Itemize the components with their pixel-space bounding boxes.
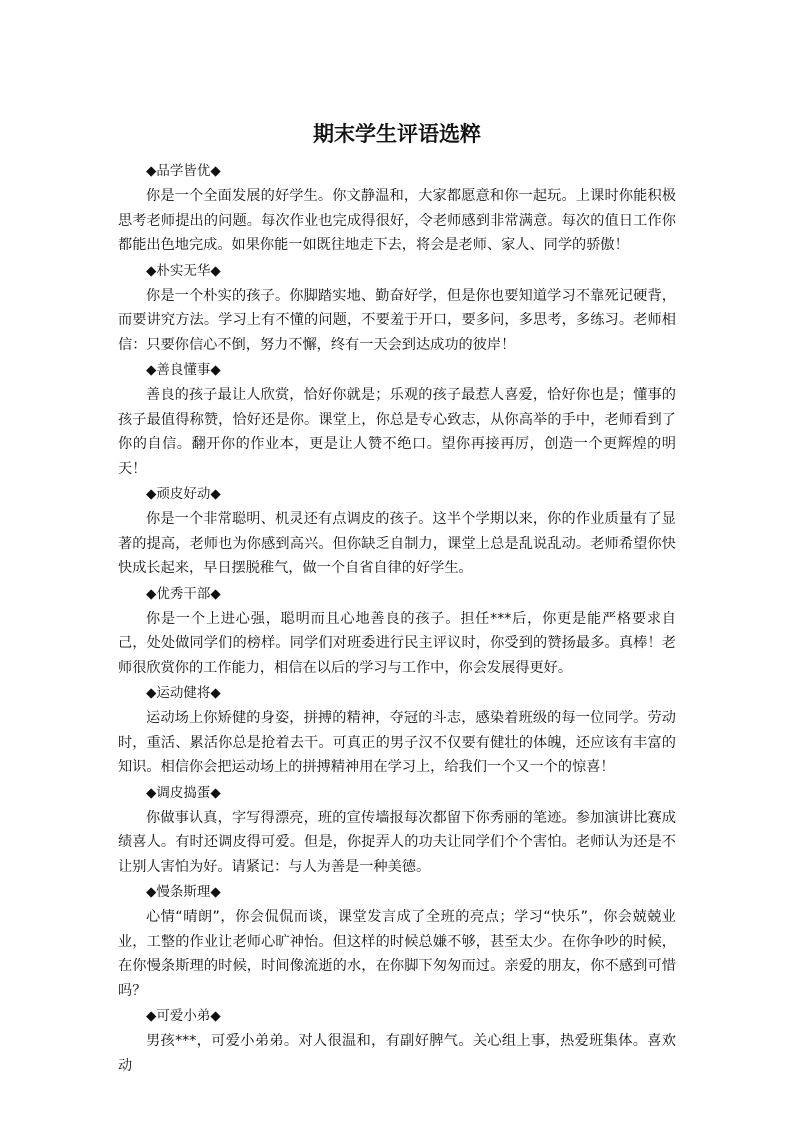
comment-section <box>118 581 676 681</box>
section-body: 善良的孩子最让人欣赏，恰好你就是；乐观的孩子最惹人喜爱，恰好你也是；懂事的孩子最值得称赞，恰好还是你。课堂上，你总是专心致志，从你高举的手中，老师看到了你的自信。翻开你的作业本，更是让人赞不绝口。望你再接再厉，创造一个更辉煌的明天！ <box>118 387 676 477</box>
section-body: 你是一个朴实的孩子。你脚踏实地、勤奋好学，但是你也要知道学习不靠死记硬背，而要讲究方法。学习上有不懂的问题，不要羞于开口，要多问，多思考，多练习。老师相信：只要你信心不倒，努力不懈，终有一天会到达成功的彼岸！ <box>118 287 676 353</box>
section-body: 你是一个非常聪明、机灵还有点调皮的孩子。这半个学期以来，你的作业质量有了显著的提高，老师也为你感到高兴。但你缺乏自制力，课堂上总是乱说乱动。老师希望你快快成长起来，早日摆脱稚气，做一个自省自律的好学生。 <box>118 511 676 576</box>
section-heading: ◆品学皆优◆ <box>146 163 221 179</box>
section-heading: ◆慢条斯理◆ <box>146 884 221 900</box>
section-heading: ◆运动健将◆ <box>146 685 221 701</box>
section-body: 你是一个上进心强，聪明而且心地善良的孩子。担任***后，你更是能严格要求自己，处处做同学们的榜样。同学们对班委进行民主评议时，你受到的赞扬最多。真棒！老师很欣赏你的工作能力，相信在以后的学习与工作中，你会发展得更好。 <box>118 610 676 676</box>
comment-section <box>118 879 676 1003</box>
comment-section <box>118 680 676 780</box>
section-body: 你是一个全面发展的好学生。你文静温和，大家都愿意和你一起玩。上课时你能积极思考老师提出的问题。每次作业也完成得很好，令老师感到非常满意。每次的值日工作你都能出色地完成。如果你能一如既往地走下去，将会是老师、家人、同学的骄傲！ <box>118 188 676 253</box>
section-body: 心情“晴朗”，你会侃侃而谈，课堂发言成了全班的亮点；学习“快乐”，你会兢兢业业，工整的作业让老师心旷神怡。但这样的时候总嫌不够，甚至太少。在你争吵的时候，在你慢条斯理的时候，时间像流逝的水，在你脚下匆匆而过。亲爱的朋友，你不感到可惜吗？ <box>118 909 676 999</box>
comment-section <box>118 258 676 358</box>
section-body: 运动场上你矫健的身姿，拼搏的精神，夺冠的斗志，感染着班级的每一位同学。劳动时，重活、累活你总是抢着去干。可真正的男子汉不仅要有健壮的体魄，还应该有丰富的知识。相信你会把运动场上的拼搏精神用在学习上，给我们一个又一个的惊喜！ <box>118 710 676 775</box>
comment-section <box>118 481 676 581</box>
section-body: 你做事认真，字写得漂亮，班的宣传墙报每次都留下你秀丽的笔迹。参加演讲比赛成绩喜人。有时还调皮得可爱。但是，你捉弄人的功夫让同学们个个害怕。老师认为还是不让别人害怕为好。请紧记：与人为善是一种美德。 <box>118 809 676 875</box>
section-heading: ◆调皮捣蛋◆ <box>146 784 221 801</box>
document-page <box>118 118 676 1078</box>
document-title: 期末学生评语选粹 <box>313 121 481 146</box>
comment-section <box>118 158 676 258</box>
section-heading: ◆顽皮好动◆ <box>146 486 221 502</box>
section-heading: ◆善良懂事◆ <box>146 362 221 378</box>
comment-section <box>118 1003 676 1078</box>
section-heading: ◆优秀干部◆ <box>146 585 221 602</box>
comment-section <box>118 357 676 481</box>
section-heading: ◆可爱小弟◆ <box>146 1008 221 1024</box>
section-heading: ◆朴实无华◆ <box>146 262 221 279</box>
comment-section <box>118 780 676 880</box>
section-body: 男孩***，可爱小弟弟。对人很温和，有副好脾气。关心组上事，热爱班集体。喜欢动 <box>118 1033 676 1074</box>
